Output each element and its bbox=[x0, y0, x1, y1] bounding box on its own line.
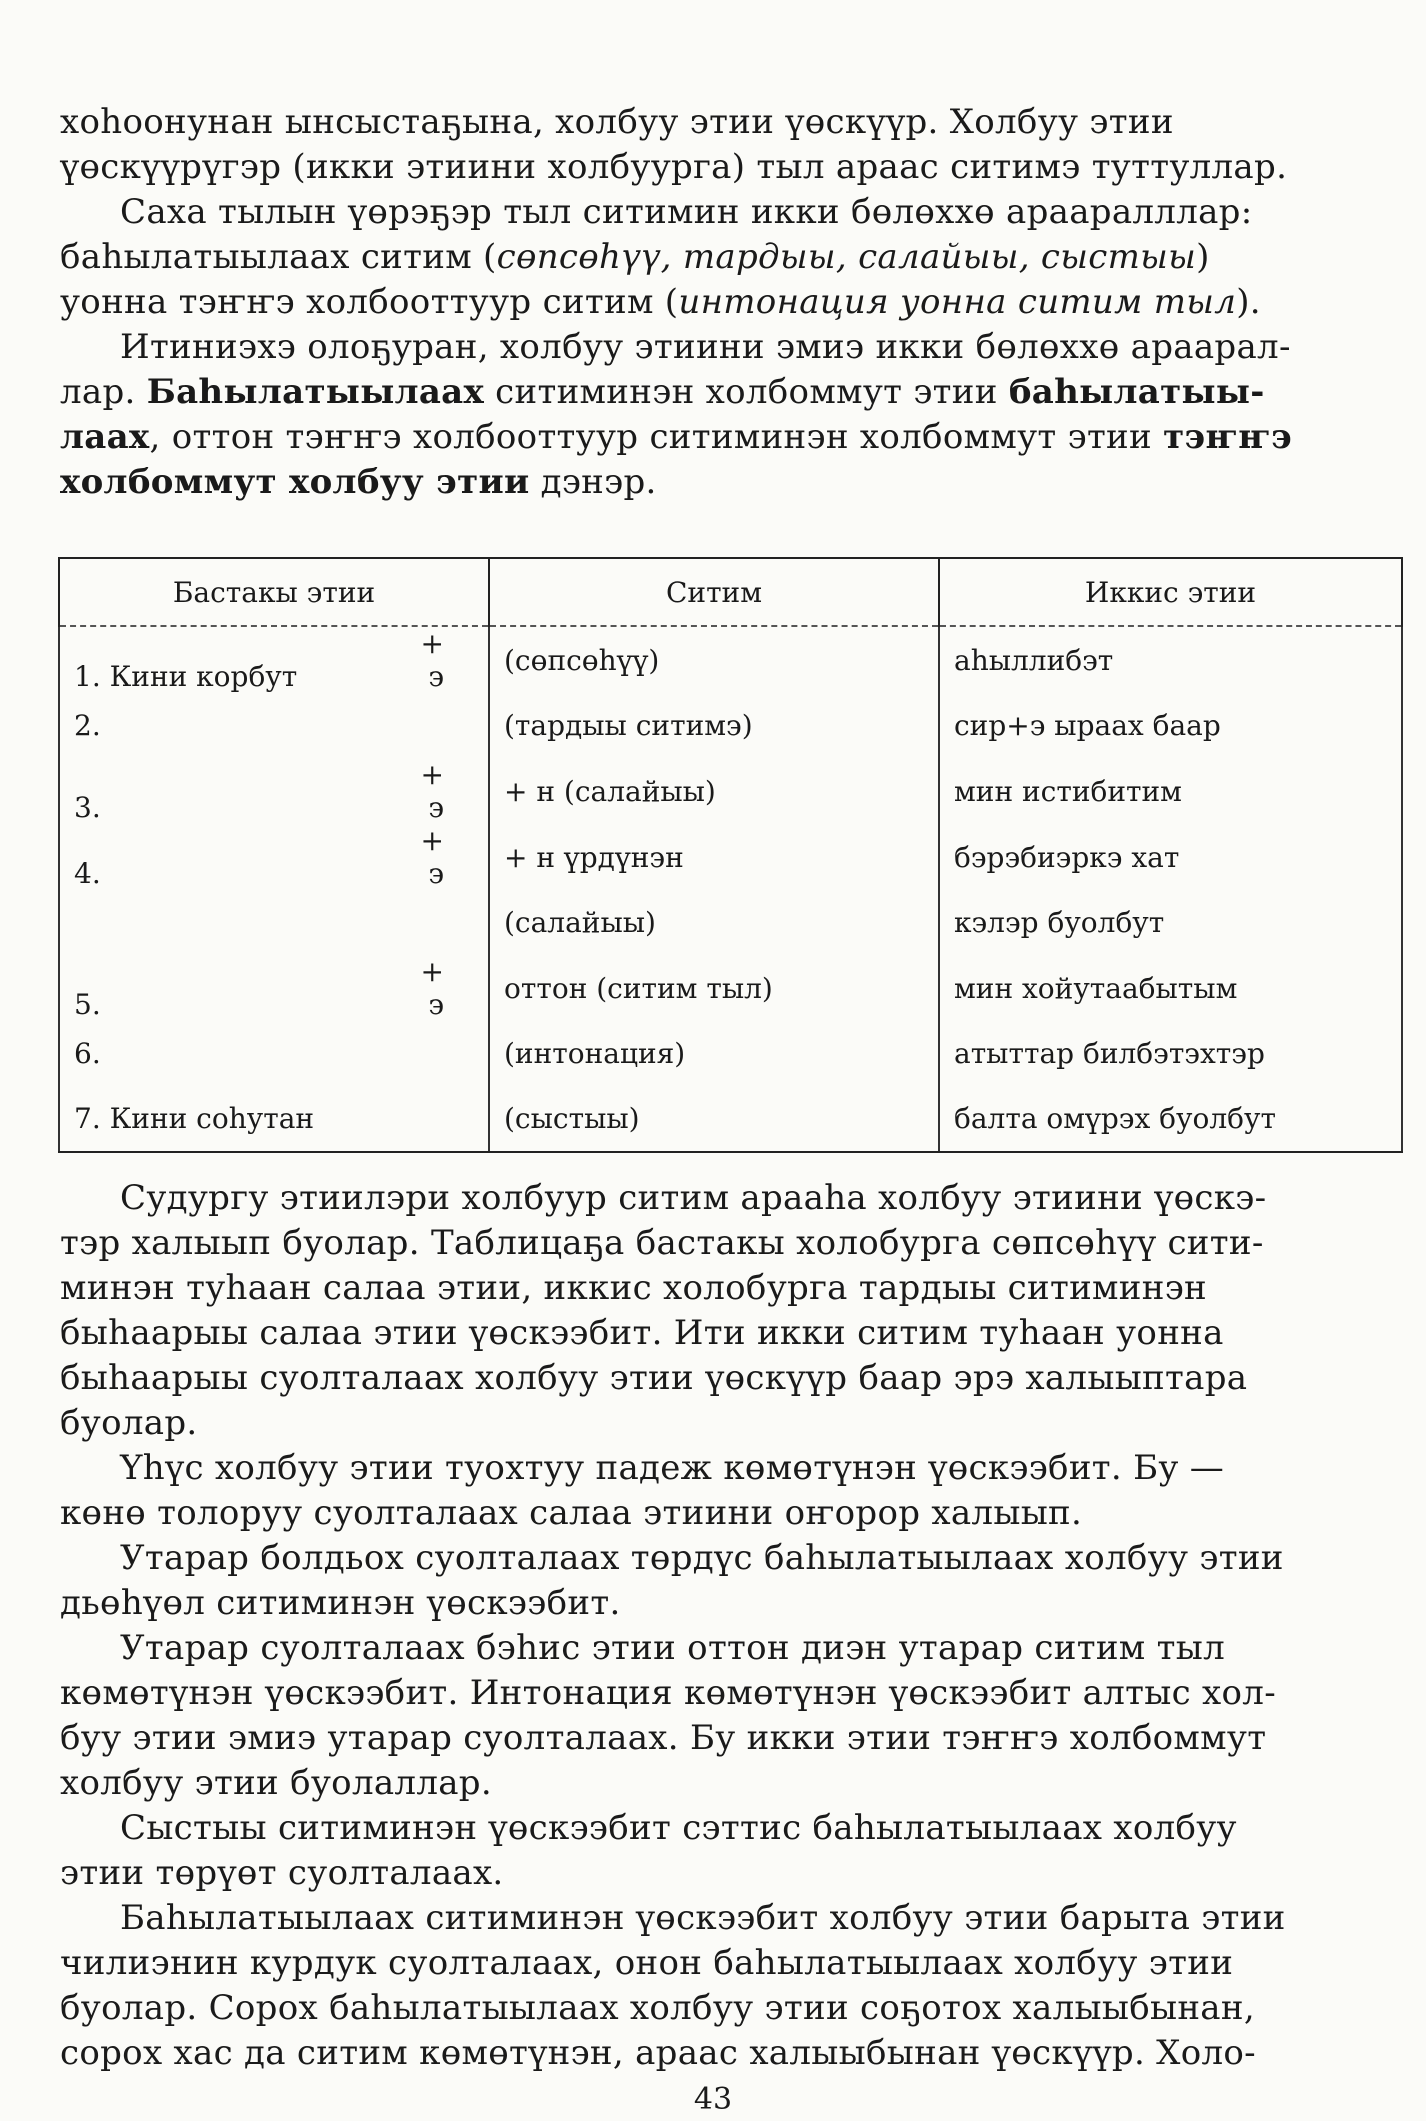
second-clause-cell: мин истибитим bbox=[939, 758, 1402, 824]
table-row bbox=[59, 890, 1402, 955]
first-clause-text: 2. bbox=[74, 709, 101, 742]
paragraph-1 bbox=[60, 100, 1400, 190]
first-clause-cell bbox=[59, 693, 489, 758]
paragraph-9 bbox=[60, 1896, 1400, 2076]
link-cell: (салайыы) bbox=[489, 890, 939, 955]
text-line: буолар. bbox=[60, 1403, 198, 1443]
link-cell: + н (салайыы) bbox=[489, 758, 939, 824]
link-cell: + н үрдүнэн bbox=[489, 824, 939, 890]
link-cell: (сыстыы) bbox=[489, 1086, 939, 1152]
text-line: Утарар суолталаах бэһис этии оттон диэн утарар ситим тыл bbox=[120, 1628, 1225, 1668]
second-clause-cell: сир+э ыраах баар bbox=[939, 693, 1402, 758]
second-clause-cell: бэрэбиэркэ хат bbox=[939, 824, 1402, 890]
paragraph-8 bbox=[60, 1806, 1400, 1896]
text-line: этии төрүөт суолталаах. bbox=[60, 1853, 504, 1893]
text-line: дьөһүөл ситиминэн үөскээбит. bbox=[60, 1583, 621, 1623]
first-clause-text: 3. bbox=[74, 791, 101, 824]
paragraph-3 bbox=[60, 325, 1400, 505]
suffix-text: + э bbox=[420, 824, 444, 890]
table-header-row bbox=[59, 558, 1402, 626]
link-cell: оттон (ситим тыл) bbox=[489, 955, 939, 1021]
text-line: сорох хас да ситим көмөтүнэн, араас халыыбынан үөскүүр. Холо- bbox=[60, 2033, 1256, 2073]
text-line: Үһүс холбуу этии туохтуу падеж көмөтүнэн үөскээбит. Бу — bbox=[120, 1448, 1225, 1488]
first-clause-cell bbox=[59, 1021, 489, 1086]
text-line: Баһылатыылаах ситиминэн үөскээбит холбуу этии барыта этии bbox=[120, 1898, 1286, 1938]
table-row bbox=[59, 955, 1402, 1021]
suffix-text: + э bbox=[420, 758, 444, 824]
link-cell: (сөпсөһүү) bbox=[489, 626, 939, 693]
text-line: минэн туһаан салаа этии, иккис холобурга тардыы ситиминэн bbox=[60, 1268, 1208, 1308]
text-line: буу этии эмиэ утарар суолталаах. Бу икки этии тэҥҥэ холбоммут bbox=[60, 1718, 1267, 1758]
header-link: Ситим bbox=[489, 558, 939, 626]
header-first-clause: Бастакы этии bbox=[59, 558, 489, 626]
second-clause-cell: балта омүрэх буолбут bbox=[939, 1086, 1402, 1152]
text-line: баһылатыылаах ситим (сөпсөһүү, тардыы, салайыы, сыстыы) bbox=[60, 237, 1210, 277]
link-cell: (интонация) bbox=[489, 1021, 939, 1086]
first-clause-text: 4. bbox=[74, 857, 101, 890]
text-line: хоһоонунан ынсыстаҕына, холбуу этии үөскүүр. Холбуу этии bbox=[60, 102, 1174, 142]
first-clause-text: 7. Кини соһутан bbox=[74, 1102, 315, 1135]
second-clause-cell: мин хойутаабытым bbox=[939, 955, 1402, 1021]
paragraph-5 bbox=[60, 1446, 1400, 1536]
top-text bbox=[60, 100, 1400, 505]
text-line: Итиниэхэ олоҕуран, холбуу этиини эмиэ икки бөлөххө араарал- bbox=[120, 327, 1291, 367]
first-clause-cell bbox=[59, 890, 489, 955]
text-line: холбуу этии буолаллар. bbox=[60, 1763, 492, 1803]
second-clause-cell: атыттар билбэтэхтэр bbox=[939, 1021, 1402, 1086]
text-line: быһаарыы суолталаах холбуу этии үөскүүр баар эрэ халыыптара bbox=[60, 1358, 1248, 1398]
first-clause-cell bbox=[59, 955, 489, 1021]
first-clause-text: 1. Кини корбут bbox=[74, 660, 298, 693]
table-row bbox=[59, 1086, 1402, 1152]
text-line: быһаарыы салаа этии үөскээбит. Ити икки ситим туһаан уонна bbox=[60, 1313, 1224, 1353]
paragraph-2 bbox=[60, 190, 1400, 325]
first-clause-cell bbox=[59, 1086, 489, 1152]
header-second-clause: Иккис этии bbox=[939, 558, 1402, 626]
text-line: холбоммут холбуу этии дэнэр. bbox=[60, 462, 657, 502]
bottom-text bbox=[60, 1176, 1400, 2076]
paragraph-7 bbox=[60, 1626, 1400, 1806]
text-line: уонна тэҥҥэ холбооттуур ситим (интонация уонна ситим тыл). bbox=[60, 282, 1261, 322]
text-line: Судургу этиилэри холбуур ситим арааһа холбуу этиини үөскэ- bbox=[120, 1178, 1267, 1218]
first-clause-cell bbox=[59, 758, 489, 824]
second-clause-cell: аһыллибэт bbox=[939, 626, 1402, 693]
suffix-text: + э bbox=[420, 955, 444, 1021]
text-line: үөскүүрүгэр (икки этиини холбуурга) тыл араас ситимэ туттуллар. bbox=[60, 147, 1288, 187]
text-line: буолар. Сорох баһылатыылаах холбуу этии соҕотох халыыбынан, bbox=[60, 1988, 1255, 2028]
link-cell: (тардыы ситимэ) bbox=[489, 693, 939, 758]
table-row bbox=[59, 693, 1402, 758]
text-line: лар. Баһылатыылаах ситиминэн холбоммут этии баһылатыы- bbox=[60, 372, 1265, 412]
table-row bbox=[59, 824, 1402, 890]
paragraph-4 bbox=[60, 1176, 1400, 1446]
first-clause-text: 6. bbox=[74, 1037, 101, 1070]
text-line: Сыстыы ситиминэн үөскээбит сэттис баһылатыылаах холбуу bbox=[120, 1808, 1237, 1848]
suffix-text: + э bbox=[420, 627, 444, 693]
first-clause-cell bbox=[59, 824, 489, 890]
text-line: лаах, оттон тэҥҥэ холбооттуур ситиминэн холбоммут этии тэҥҥэ bbox=[60, 417, 1293, 457]
page-number: 43 bbox=[693, 2082, 733, 2117]
sentence-table bbox=[58, 557, 1403, 1153]
first-clause-cell bbox=[59, 626, 489, 693]
text-line: көмөтүнэн үөскээбит. Интонация көмөтүнэн үөскээбит алтыс хол- bbox=[60, 1673, 1276, 1713]
first-clause-text: 5. bbox=[74, 988, 101, 1021]
table-row bbox=[59, 1021, 1402, 1086]
text-line: чилиэнин курдук суолталаах, онон баһылатыылаах холбуу этии bbox=[60, 1943, 1234, 1983]
table-row bbox=[59, 626, 1402, 693]
table-row bbox=[59, 758, 1402, 824]
text-line: Утарар болдьох суолталаах төрдүс баһылатыылаах холбуу этии bbox=[120, 1538, 1284, 1578]
second-clause-cell: кэлэр буолбут bbox=[939, 890, 1402, 955]
text-line: Саха тылын үөрэҕэр тыл ситимин икки бөлөххө арааралллар: bbox=[120, 192, 1253, 232]
text-line: тэр халыып буолар. Таблицаҕа бастакы холобурга сөпсөһүү сити- bbox=[60, 1223, 1264, 1263]
paragraph-6 bbox=[60, 1536, 1400, 1626]
text-line: көнө толоруу суолталаах салаа этиини оҥорор халыып. bbox=[60, 1493, 1083, 1533]
